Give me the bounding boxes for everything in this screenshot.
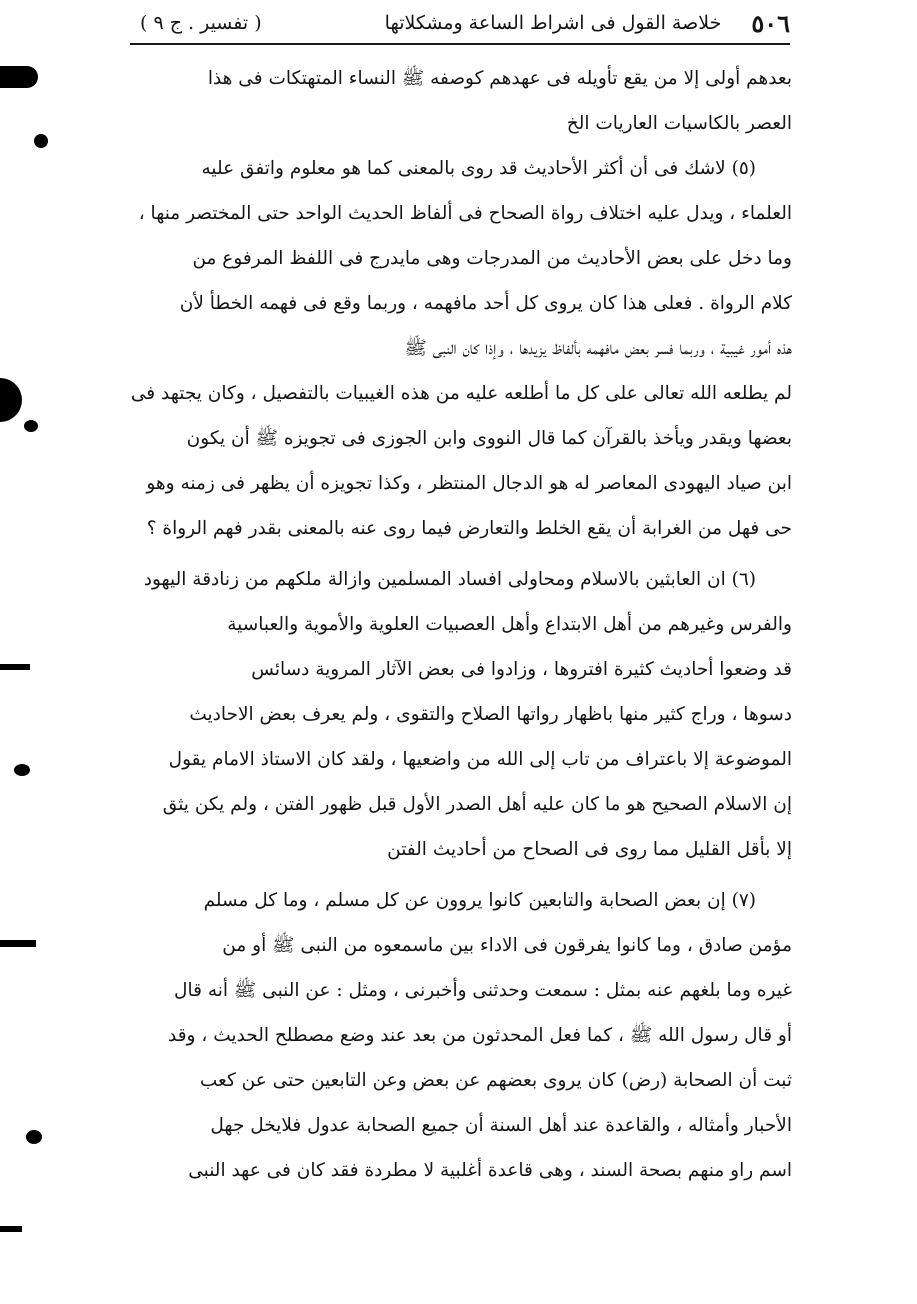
header-rule xyxy=(130,43,790,45)
scan-mark xyxy=(0,664,30,670)
scan-mark xyxy=(0,66,38,88)
text-line: الأحبار وأمثاله ، والقاعدة عند أهل السنة أن جميع الصحابة عدول فلايخل جهل xyxy=(210,1115,792,1136)
scan-mark xyxy=(0,378,22,422)
text-line: (٦) ان العابثين بالاسلام ومحاولى افساد المسلمين وازالة ملكهم من زنادقة اليهود xyxy=(143,569,756,590)
text-line: بعضها ويقدر ويأخذ بالقرآن كما قال النووى وابن الجوزى فى تجويزه ﷺ أن يكون xyxy=(186,428,792,449)
text-line: إن الاسلام الصحيح هو ما كان عليه أهل الصدر الأول قبل ظهور الفتن ، ولم يكن يثق xyxy=(162,794,792,815)
text-line: العلماء ، ويدل عليه اختلاف رواة الصحاح فى ألفاظ الحديث الواحد حتى المختصر منها ، xyxy=(138,203,792,224)
text-line: ابن صياد اليهودى المعاصر له هو الدجال المنتظر ، وكذا تجويزه أن يظهر فى زمنه وهو xyxy=(146,473,792,494)
text-line: ثبت أن الصحابة (رض) كان يروى بعضهم عن بعض وعن التابعين حتى عن كعب xyxy=(199,1070,792,1091)
text-line: العصر بالكاسيات العاريات الخ xyxy=(566,113,792,134)
scan-mark xyxy=(14,764,30,776)
running-title: خلاصة القول فى اشراط الساعة ومشكلاتها xyxy=(384,12,722,34)
scan-mark xyxy=(0,1226,22,1232)
text-line: بعدهم أولى إلا من يقع تأويله فى عهدهم كوصفه ﷺ النساء المتهتكات فى هذا xyxy=(207,68,792,89)
scan-mark xyxy=(0,940,36,947)
text-line: (٧) إن بعض الصحابة والتابعين كانوا يروون عن كل مسلم ، وما كل مسلم xyxy=(203,890,756,911)
text-line: الموضوعة إلا باعتراف من تاب إلى الله من واضعيها ، ولقد كان الاستاذ الامام يقول xyxy=(168,749,792,770)
volume-label: ( تفسير . ج ٩ ) xyxy=(140,12,262,34)
scan-mark xyxy=(26,1130,42,1144)
text-line: دسوها ، وراج كثير منها باظهار رواتها الصلاح والتقوى ، ولم يعرف بعض الاحاديث xyxy=(189,704,792,725)
text-line: لم يطلعه الله تعالى على كل ما أطلعه عليه من هذه الغيبيات بالتفصيل ، وكان يجتهد فى xyxy=(130,383,792,404)
text-line: (٥) لاشك فى أن أكثر الأحاديث قد روى بالمعنى كما هو معلوم واتفق عليه xyxy=(201,158,756,179)
text-line: مؤمن صادق ، وما كانوا يفرقون فى الاداء بين ماسمعوه من النبى ﷺ أو من xyxy=(222,935,792,956)
text-line: وما دخل على بعض الأحاديث من المدرجات وهى مايدرج فى اللفظ المرفوع من xyxy=(192,248,792,269)
text-line: قد وضعوا أحاديث كثيرة افتروها ، وزادوا فى بعض الآثار المروية دسائس xyxy=(251,659,792,680)
text-line: إلا بأقل القليل مما روى فى الصحاح من أحاديث الفتن xyxy=(387,839,792,860)
text-line: غيره وما بلغهم عنه بمثل : سمعت وحدثنى وأخبرنى ، ومثل : عن النبى ﷺ أنه قال xyxy=(174,980,792,1001)
scan-mark xyxy=(34,134,48,148)
page-number: ٥٠٦ xyxy=(751,8,790,38)
text-line: أو قال رسول الله ﷺ ، كما فعل المحدثون من بعد عند وضع مصطلح الحديث ، وقد xyxy=(168,1025,792,1046)
text-line: حى فهل من الغرابة أن يقع الخلط والتعارض فيما روى عنه بالمعنى بقدر فهم الرواة ؟ xyxy=(146,518,792,539)
scan-mark xyxy=(24,420,38,432)
text-line: هذه أمور غيبية ، وربما فسر بعض مافهمه بألفاظ يزيدها ، وإذا كان النبى ﷺ xyxy=(404,338,792,359)
text-line: كلام الرواة . فعلى هذا كان يروى كل أحد مافهمه ، وربما وقع فى فهمه الخطأ لأن xyxy=(179,293,792,314)
text-line: والفرس وغيرهم من أهل الابتداع وأهل العصبيات العلوية والأموية والعباسية xyxy=(227,614,792,635)
running-header xyxy=(130,4,790,42)
body-text xyxy=(128,56,792,1193)
text-line: اسم راو منهم بصحة السند ، وهى قاعدة أغلبية لا مطردة فقد كان فى عهد النبى xyxy=(188,1160,792,1181)
